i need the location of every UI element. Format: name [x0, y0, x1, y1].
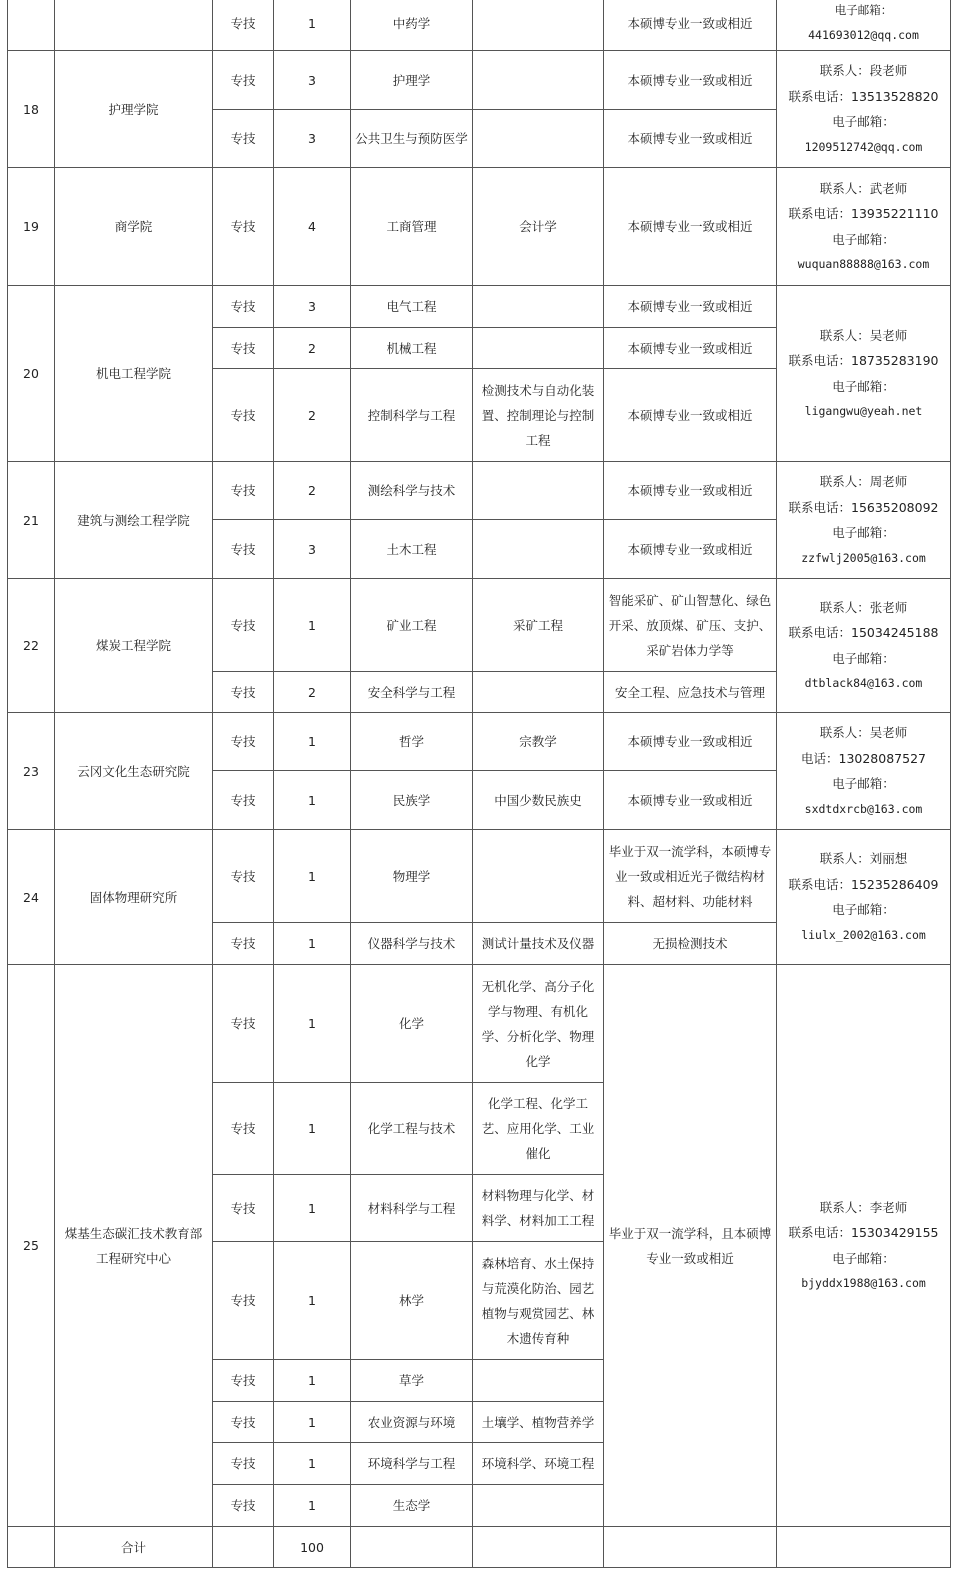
cell-count: 1	[274, 1443, 351, 1485]
cell-major: 草学	[351, 1360, 473, 1402]
cell-post: 专技	[213, 51, 274, 110]
contact-email-label: 电子邮箱：	[832, 1250, 895, 1266]
cell-major: 工商管理	[351, 168, 473, 286]
contact-phone: 联系电话：15303429155	[788, 1225, 939, 1240]
contact-phone: 联系电话：18735283190	[788, 353, 939, 368]
cell-post: 专技	[213, 369, 274, 462]
cell-direction: 会计学	[473, 168, 604, 286]
cell-contact	[777, 830, 951, 965]
cell-count: 3	[274, 520, 351, 579]
contact-person: 联系人：刘丽想	[819, 851, 908, 866]
cell-unit: 煤基生态碳汇技术教育部工程研究中心	[55, 965, 213, 1527]
cell-major: 仪器科学与技术	[351, 923, 473, 965]
cell-contact	[777, 286, 951, 462]
cell-direction: 检测技术与自动化装置、控制理论与控制工程	[473, 369, 604, 462]
cell-major: 哲学	[351, 713, 473, 771]
cell-post: 专技	[213, 923, 274, 965]
cell-unit: 商学院	[55, 168, 213, 286]
cell-unit: 护理学院	[55, 51, 213, 168]
cell-major: 化学工程与技术	[351, 1083, 473, 1175]
cell-major: 林学	[351, 1242, 473, 1360]
cell-direction: 土壤学、植物营养学	[473, 1402, 604, 1443]
cell-major	[351, 1527, 473, 1568]
cell-direction	[473, 1527, 604, 1568]
cell-post: 专技	[213, 110, 274, 168]
cell-direction	[473, 328, 604, 369]
cell-direction: 采矿工程	[473, 579, 604, 672]
contact-email-label: 电子邮箱：	[832, 650, 895, 666]
cell-post: 专技	[213, 713, 274, 771]
cell-requirement: 本硕博专业一致或相近	[604, 771, 777, 830]
cell-contact	[777, 51, 951, 168]
cell-count: 3	[274, 286, 351, 328]
contact-phone: 联系电话：13513528820	[788, 88, 939, 104]
cell-requirement: 毕业于双一流学科，本硕博专业一致或相近光子微结构材料、超材料、功能材料	[604, 830, 777, 923]
cell-direction	[473, 110, 604, 168]
cell-count: 3	[274, 110, 351, 168]
cell-count: 4	[274, 168, 351, 286]
cell-requirement: 本硕博专业一致或相近	[604, 110, 777, 168]
cell-unit: 固体物理研究所	[55, 830, 213, 965]
cell-count: 2	[274, 672, 351, 713]
cell-post: 专技	[213, 1175, 274, 1242]
cell-no	[8, 0, 55, 51]
cell-major: 矿业工程	[351, 579, 473, 672]
cell-post: 专技	[213, 1083, 274, 1175]
table-row	[8, 286, 951, 328]
contact-phone: 联系电话：15635208092	[788, 499, 939, 515]
cell-count: 3	[274, 51, 351, 110]
cell-requirement: 本硕博专业一致或相近	[604, 462, 777, 520]
cell-count: 1	[274, 1402, 351, 1443]
cell-post: 专技	[213, 830, 274, 923]
contact-email-label: 电子邮箱：	[832, 231, 895, 247]
cell-no	[8, 1527, 55, 1568]
cell-requirement: 安全工程、应急技术与管理	[604, 672, 777, 713]
cell-direction: 测试计量技术及仪器	[473, 923, 604, 965]
cell-post: 专技	[213, 1402, 274, 1443]
contact-person: 联系人：张老师	[819, 599, 908, 615]
table-row	[8, 579, 951, 672]
cell-no: 20	[8, 286, 55, 462]
contact-person: 联系人：周老师	[819, 474, 908, 489]
cell-post: 专技	[213, 672, 274, 713]
contact-email: dtblack84@163.com	[804, 676, 923, 690]
cell-post: 专技	[213, 1485, 274, 1527]
cell-direction	[473, 51, 604, 110]
contact-person: 联系人：吴老师	[819, 725, 908, 740]
cell-contact	[777, 1527, 951, 1568]
table-row	[8, 830, 951, 923]
cell-major: 生态学	[351, 1485, 473, 1527]
total-row	[8, 1527, 951, 1568]
cell-direction: 森林培育、水土保持与荒漠化防治、园艺植物与观赏园艺、林木遗传育种	[473, 1242, 604, 1360]
cell-count: 1	[274, 1485, 351, 1527]
contact-email: bjyddx1988@163.com	[801, 1276, 926, 1290]
cell-major: 环境科学与工程	[351, 1443, 473, 1485]
table-row	[8, 0, 951, 51]
cell-requirement: 本硕博专业一致或相近	[604, 286, 777, 328]
cell-major: 护理学	[351, 51, 473, 110]
contact-email-label: 电子邮箱：	[832, 378, 895, 394]
cell-contact	[777, 462, 951, 579]
cell-no: 18	[8, 51, 55, 168]
cell-count: 1	[274, 771, 351, 830]
cell-count: 1	[274, 830, 351, 923]
cell-requirement: 智能采矿、矿山智慧化、绿色开采、放顶煤、矿压、支护、采矿岩体力学等	[604, 579, 777, 672]
cell-requirement: 本硕博专业一致或相近	[604, 369, 777, 462]
cell-major: 农业资源与环境	[351, 1402, 473, 1443]
cell-count: 1	[274, 965, 351, 1083]
cell-count: 1	[274, 923, 351, 965]
cell-requirement: 本硕博专业一致或相近	[604, 520, 777, 579]
cell-direction: 中国少数民族史	[473, 771, 604, 830]
cell-direction	[473, 520, 604, 579]
cell-no: 19	[8, 168, 55, 286]
cell-post	[213, 1527, 274, 1568]
contact-email-label: 电子邮箱：	[832, 525, 895, 540]
cell-unit: 云冈文化生态研究院	[55, 713, 213, 830]
cell-count: 1	[274, 713, 351, 771]
cell-direction	[473, 1360, 604, 1402]
cell-direction	[473, 830, 604, 923]
cell-count: 1	[274, 1175, 351, 1242]
cell-direction: 环境科学、环境工程	[473, 1443, 604, 1485]
cell-post: 专技	[213, 1360, 274, 1402]
total-count: 100	[274, 1527, 351, 1568]
cell-major: 安全科学与工程	[351, 672, 473, 713]
cell-major: 中药学	[351, 0, 473, 51]
cell-count: 2	[274, 462, 351, 520]
cell-contact: 电子邮箱：441693012@qq.com	[777, 0, 951, 51]
contact-person: 联系人：段老师	[819, 63, 908, 78]
contact-email: sxdtdxrcb@163.com	[804, 801, 923, 816]
cell-count: 1	[274, 1242, 351, 1360]
cell-post: 专技	[213, 1242, 274, 1360]
contact-email: liulx_2002@163.com	[801, 927, 926, 942]
cell-no: 21	[8, 462, 55, 579]
recruitment-table	[7, 0, 951, 1568]
cell-post: 专技	[213, 328, 274, 369]
cell-post: 专技	[213, 520, 274, 579]
contact-email: 1209512742@qq.com	[804, 139, 923, 154]
cell-post: 专技	[213, 286, 274, 328]
contact-phone: 联系电话：15034245188	[788, 625, 939, 640]
cell-major: 材料科学与工程	[351, 1175, 473, 1242]
cell-major: 控制科学与工程	[351, 369, 473, 462]
cell-count: 2	[274, 328, 351, 369]
cell-no: 24	[8, 830, 55, 965]
cell-post: 专技	[213, 771, 274, 830]
contact-person: 联系人：吴老师	[819, 327, 908, 343]
cell-no: 25	[8, 965, 55, 1527]
cell-requirement: 本硕博专业一致或相近	[604, 713, 777, 771]
cell-no: 22	[8, 579, 55, 713]
cell-major: 测绘科学与技术	[351, 462, 473, 520]
contact-email: wuquan88888@163.com	[797, 257, 930, 271]
contact-person: 联系人：李老师	[819, 1199, 908, 1215]
cell-post: 专技	[213, 1443, 274, 1485]
contact-email: ligangwu@yeah.net	[804, 404, 923, 418]
cell-contact	[777, 168, 951, 286]
table-row	[8, 462, 951, 520]
cell-post: 专技	[213, 462, 274, 520]
cell-major: 物理学	[351, 830, 473, 923]
contact-email-label: 电子邮箱：	[832, 114, 895, 129]
cell-requirement: 本硕博专业一致或相近	[604, 328, 777, 369]
cell-major: 土木工程	[351, 520, 473, 579]
cell-major: 公共卫生与预防医学	[351, 110, 473, 168]
cell-direction	[473, 672, 604, 713]
cell-requirement	[604, 1527, 777, 1568]
cell-major: 民族学	[351, 771, 473, 830]
cell-count: 1	[274, 579, 351, 672]
cell-contact	[777, 713, 951, 830]
table-row	[8, 168, 951, 286]
table-row	[8, 713, 951, 771]
cell-major: 机械工程	[351, 328, 473, 369]
cell-unit: 建筑与测绘工程学院	[55, 462, 213, 579]
cell-count: 1	[274, 0, 351, 51]
table-row	[8, 51, 951, 110]
cell-count: 2	[274, 369, 351, 462]
contact-email-label: 电子邮箱：	[832, 902, 895, 917]
cell-unit: 机电工程学院	[55, 286, 213, 462]
cell-no: 23	[8, 713, 55, 830]
contact-person: 联系人：武老师	[819, 180, 908, 196]
cell-direction: 化学工程、化学工艺、应用化学、工业催化	[473, 1083, 604, 1175]
cell-post: 专技	[213, 579, 274, 672]
contact-email-label: 电子邮箱：	[832, 776, 895, 791]
cell-requirement: 无损检测技术	[604, 923, 777, 965]
cell-unit	[55, 0, 213, 51]
table-row	[8, 965, 951, 1083]
cell-requirement: 本硕博专业一致或相近	[604, 0, 777, 51]
contact-email: zzfwlj2005@163.com	[801, 550, 926, 565]
cell-direction: 材料物理与化学、材料学、材料加工工程	[473, 1175, 604, 1242]
cell-contact	[777, 965, 951, 1527]
cell-count: 1	[274, 1083, 351, 1175]
cell-count: 1	[274, 1360, 351, 1402]
cell-direction: 宗教学	[473, 713, 604, 771]
cell-post: 专技	[213, 0, 274, 51]
cell-direction: 无机化学、高分子化学与物理、有机化学、分析化学、物理化学	[473, 965, 604, 1083]
cell-requirement: 毕业于双一流学科，且本硕博专业一致或相近	[604, 965, 777, 1527]
cell-requirement: 本硕博专业一致或相近	[604, 51, 777, 110]
cell-contact	[777, 579, 951, 713]
cell-major: 电气工程	[351, 286, 473, 328]
cell-post: 专技	[213, 168, 274, 286]
contact-phone: 电话：13028087527	[801, 750, 926, 766]
contact-phone: 联系电话：15235286409	[788, 876, 939, 892]
cell-unit: 煤炭工程学院	[55, 579, 213, 713]
total-label: 合计	[55, 1527, 213, 1568]
cell-direction	[473, 286, 604, 328]
cell-major: 化学	[351, 965, 473, 1083]
cell-requirement: 本硕博专业一致或相近	[604, 168, 777, 286]
cell-direction	[473, 1485, 604, 1527]
cell-post: 专技	[213, 965, 274, 1083]
cell-direction	[473, 462, 604, 520]
contact-phone: 联系电话：13935221110	[788, 206, 939, 221]
cell-direction	[473, 0, 604, 51]
